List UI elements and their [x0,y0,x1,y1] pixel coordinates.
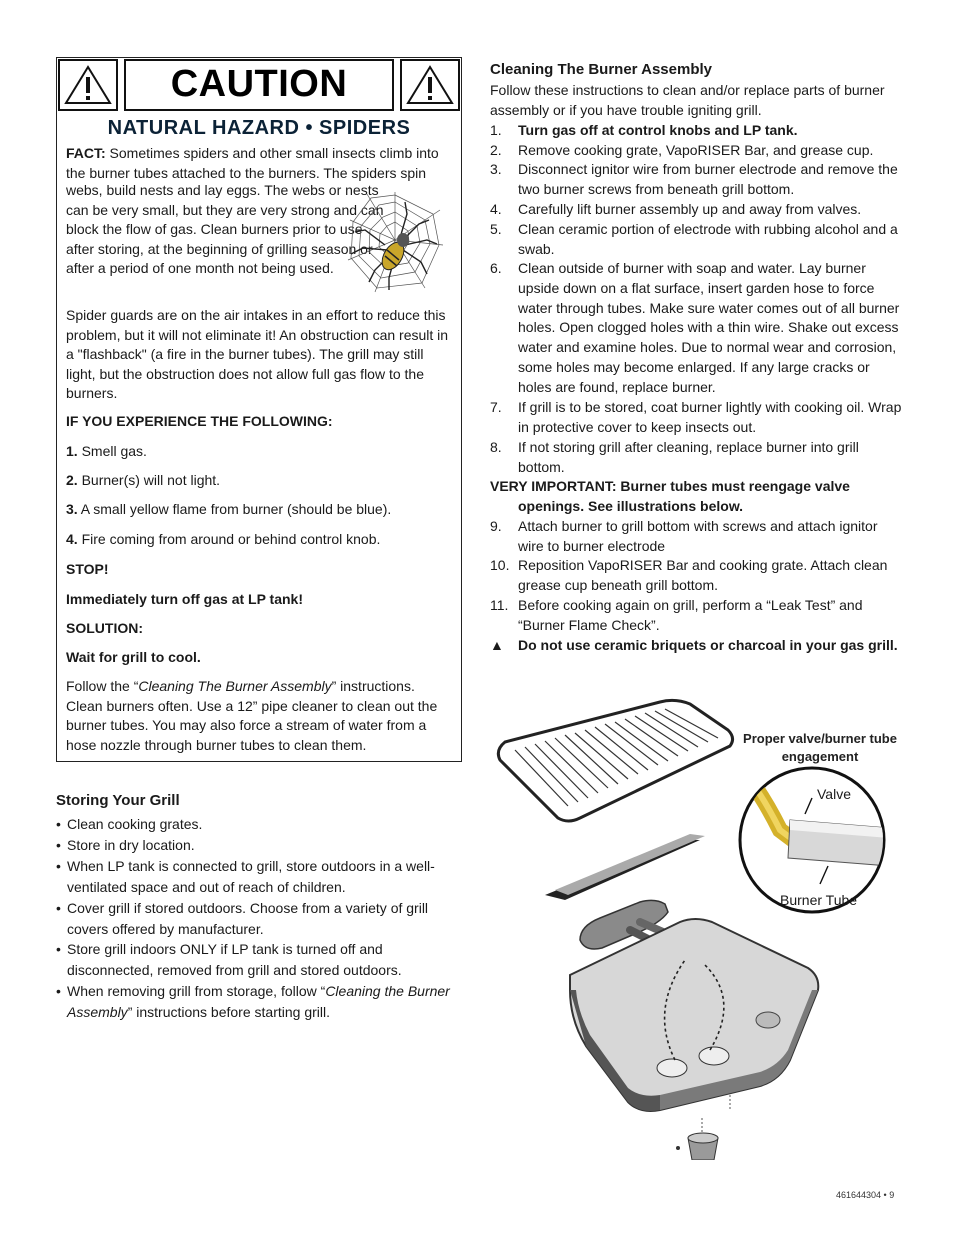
spider-guards-paragraph: Spider guards are on the air intakes in an effort to reduce this problem, but it will not eliminate it! An obstruction can result in a "flashback" (a fire in the burner tubes). The grill may still light, but the obstruction does not allow full gas flow to the burners. [66,307,449,402]
storing-item: • Store in dry location. [56,837,195,853]
valve-label: Valve [817,786,851,802]
cleaning-title: Cleaning The Burner Assembly [490,61,712,78]
cleaning-step: 1. Turn gas off at control knobs and LP tank. [490,122,798,138]
very-important-note: VERY IMPORTANT: Burner tubes must reengage valve openings. See illustrations below. [490,478,850,514]
cleaning-step: 6. Clean outside of burner with soap and water. Lay burner upside down on a flat surface, insert garden hose to force water through tubes. Make sure water comes out of all burner holes. Open clogged holes with a thin wire. Shake out excess water and examine holes. Due to normal wear and corrosion, some holes may become enlarged. If any large cracks or holes are found, replace burner. [490,260,900,395]
burner-tube-label: Burner Tube [780,892,858,908]
storing-item: • Cover grill if stored outdoors. Choose from a variety of grill covers offered by manufacturer. [56,900,429,937]
immediately-text: Immediately turn off gas at LP tank! [66,591,304,607]
warning-triangle-icon [58,59,118,111]
symptom-item: 1. Smell gas. [66,443,147,459]
solution-heading: SOLUTION: [66,620,143,636]
vaporiser-bar [545,834,705,900]
warning-triangle-icon: ▲ [490,637,504,653]
storing-item: • When removing grill from storage, follow “Cleaning the Burner Assembly” instructions before starting grill. [56,983,450,1020]
symptom-item: 4. Fire coming from around or behind control knob. [66,531,381,547]
cleaning-step: 3. Disconnect ignitor wire from burner electrode and remove the two burner screws from beneath grill bottom. [490,161,898,197]
hazard-title: NATURAL HAZARD • SPIDERS [107,117,411,139]
cleaning-step: 10. Reposition VapoRISER Bar and cooking grate. Attach clean grease cup beneath grill bottom. [490,557,888,593]
storing-item: • Clean cooking grates. [56,816,203,832]
storing-title: Storing Your Grill [56,792,180,809]
fact-paragraph-continued: webs, build nests and lay eggs. The webs or nests can be very small, but they are very strong and can block the flow of gas. Clean burners prior to use after storing, at the beginning of grilling season or after a period of one month not being used. [66,182,384,277]
page-footer: 461644304 • 9 [836,1190,895,1200]
cleaning-step: 9. Attach burner to grill bottom with screws and attach ignitor wire to burner electrode [490,518,878,554]
cleaning-intro: Follow these instructions to clean and/or replace parts of burner assembly or if you have trouble igniting grill. [490,82,885,118]
storing-item: • Store grill indoors ONLY if LP tank is turned off and disconnected, removed from grill and stored outdoors. [56,941,402,978]
warning-triangle-icon [400,59,460,111]
grill-bottom [570,919,818,1111]
fact-text: Sometimes spiders and other small insects climb into the burner tubes attached to the burners. The spiders spin [66,145,439,181]
cleaning-step: 5. Clean ceramic portion of electrode with rubbing alcohol and a swab. [490,221,898,257]
callout-title: Proper valve/burner tube engagement [743,731,897,764]
cleaning-step: 7. If grill is to be stored, coat burner lightly with cooking oil. Wrap in protective cover to keep insects out. [490,399,902,435]
cleaning-step: 2. Remove cooking grate, VapoRISER Bar, and grease cup. [490,142,874,158]
caution-title: CAUTION [170,63,348,105]
cooking-grate [498,700,732,821]
storing-item: • When LP tank is connected to grill, store outdoors in a well-ventilated space and out of reach of children. [56,858,435,895]
stop-text: STOP! [66,561,109,577]
follow-paragraph: Follow the “Cleaning The Burner Assembly” instructions. Clean burners often. Use a 12” pipe cleaner to clean out the burner tubes. You may also force a stream of water from a hose nozzle through burner tubes to clean them. [66,678,438,753]
symptom-item: 2. Burner(s) will not light. [66,472,221,488]
fact-paragraph [66,144,456,183]
caution-header [58,59,460,111]
symptom-item: 3. A small yellow flame from burner (should be blue). [66,501,392,517]
cleaning-step: 8. If not storing grill after cleaning, replace burner into grill bottom. [490,439,859,475]
wait-text: Wait for grill to cool. [66,649,201,665]
spider-web-illustration [345,190,445,294]
valve-callout-circle [740,768,890,912]
cleaning-warning: ▲ Do not use ceramic briquets or charcoal in your gas grill. [490,636,902,656]
caution-title-box [124,59,394,111]
fact-label: FACT: [66,145,106,161]
experience-heading: IF YOU EXPERIENCE THE FOLLOWING: [66,413,333,429]
cleaning-step: 11. Before cooking again on grill, perform a “Leak Test” and “Burner Flame Check”. [490,597,863,633]
cleaning-step: 4. Carefully lift burner assembly up and away from valves. [490,201,862,217]
